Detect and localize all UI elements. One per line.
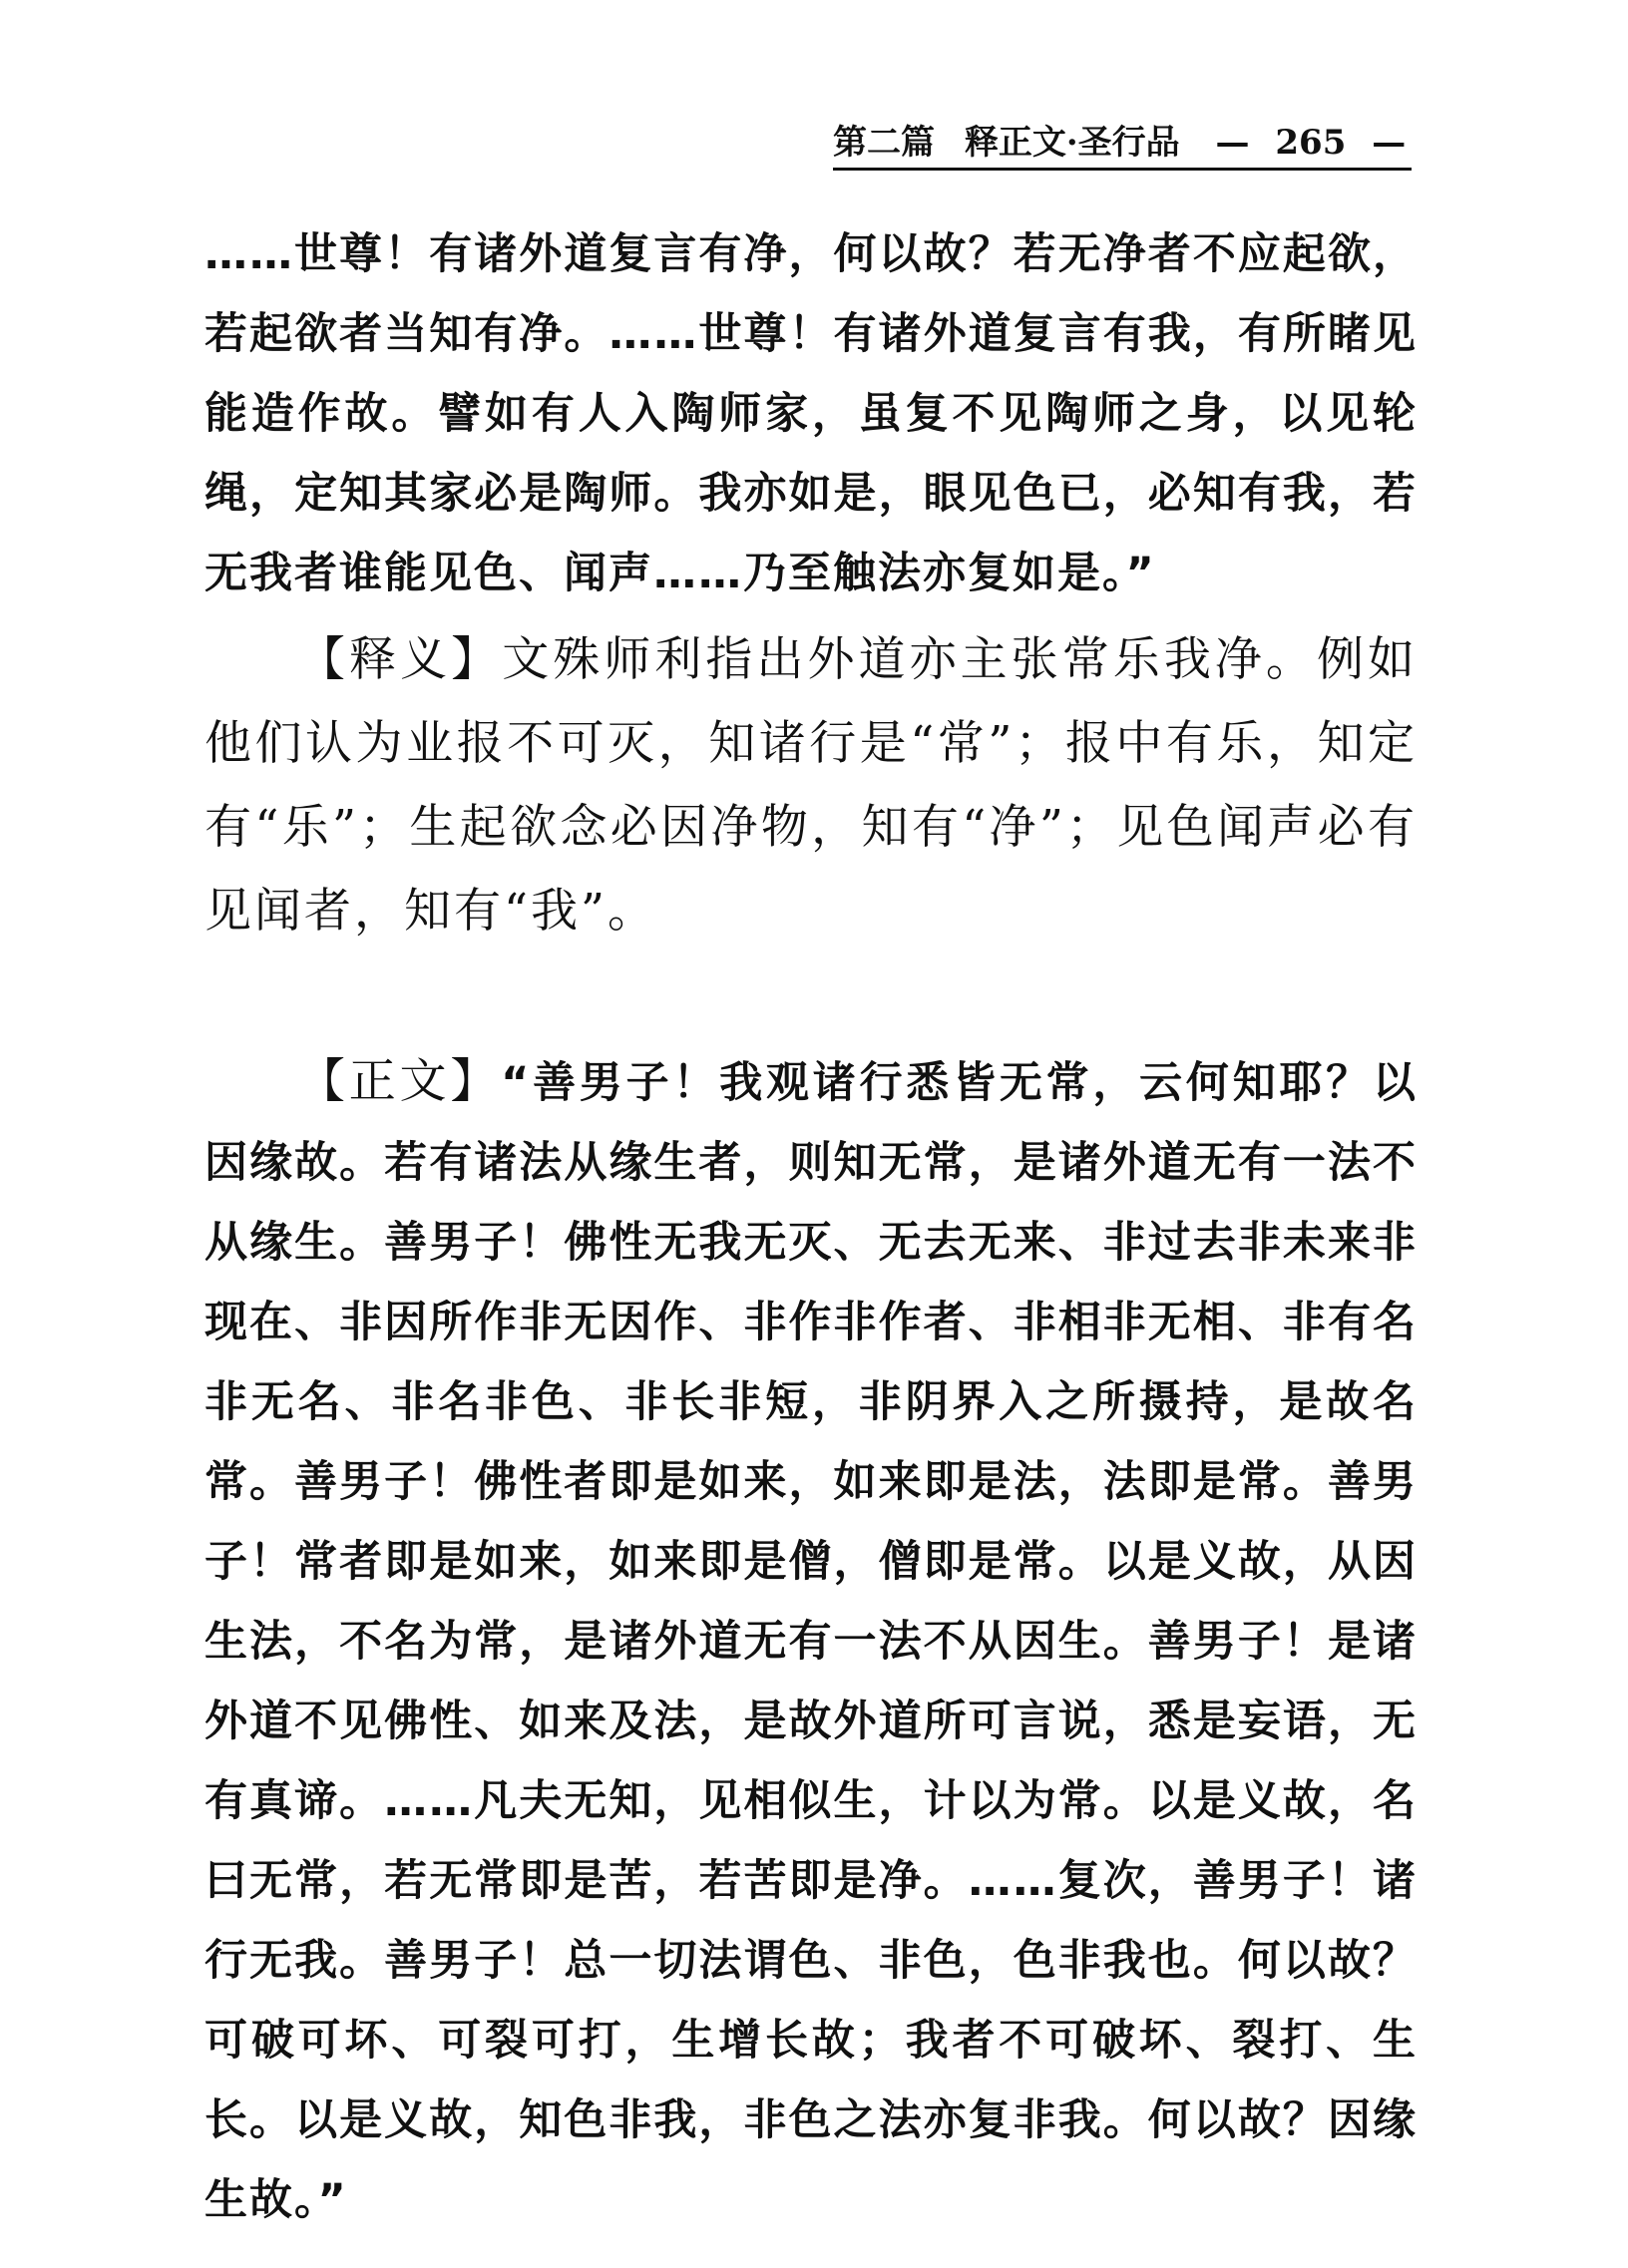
header-dash-right: —: [1372, 123, 1407, 163]
paragraph-text: “善男子！我观诸行悉皆无常，云何知耶？以因缘故。若有诸法从缘生者，则知无常，是诸外道无有一法不从缘生。善男子！佛性无我无灭、无去无来、非过去非未来非现在、非因所作非无因作、非作非作者、非相非无相、非有名非无名、非名非色、非长非短，非阴界入之所摄持，是故名常。善男子！佛性者即是如来，如来即是法，法即是常。善男子！常者即是如来，如来即是僧，僧即是常。以是义故，从因生法，不名为常，是诸外道无有一法不从因生。善男子！是诸外道不见佛性、如来及法，是故外道所可言说，悉是妄语，无有真谛。……凡夫无知，见相似生，计以为常。以是义故，名曰无常，若无常即是苦，若苦即是净。……复次，善男子！诸行无我。善男子！总一切法谓色、非色，色非我也。何以故？可破可坏、可裂可打，生增长故；我者不可破坏、裂打、生长。以是义故，知色非我，非色之法亦复非我。何以故？因缘生故。”: [204, 1058, 1419, 2225]
scripture-tag: 【正文】: [298, 1054, 502, 1109]
header-dash-left: —: [1215, 123, 1250, 163]
scripture-paragraph: [204, 1042, 1419, 2225]
commentary-paragraph: [204, 618, 1418, 957]
header-page-number: 265: [1275, 123, 1347, 163]
header-chapter: 第二篇: [833, 123, 935, 163]
paragraph-text: 文殊师利指出外道亦主张常乐我净。例如他们认为业报不可灭，知诸行是“常”；报中有乐，知定有“乐”；生起欲念必因净物，知有“净”；见色闻声必有见闻者，知有“我”。: [204, 632, 1419, 939]
commentary-tag: 【释义】: [298, 632, 503, 687]
running-header: [833, 118, 1412, 171]
header-section: 释正文·圣行品: [964, 123, 1180, 163]
paragraph-text: ……世尊！有诸外道复言有净，何以故？若无净者不应起欲，若起欲者当知有净。……世尊！有诸外道复言有我，有所睹见能造作故。譬如有人入陶师家，虽复不见陶师之身，以见轮绳，定知其家必是陶师。我亦如是，眼见色已，必知有我，若无我者谁能见色、闻声……乃至触法亦复如是。”: [204, 229, 1418, 598]
scripture-quote-continued: [204, 214, 1418, 613]
